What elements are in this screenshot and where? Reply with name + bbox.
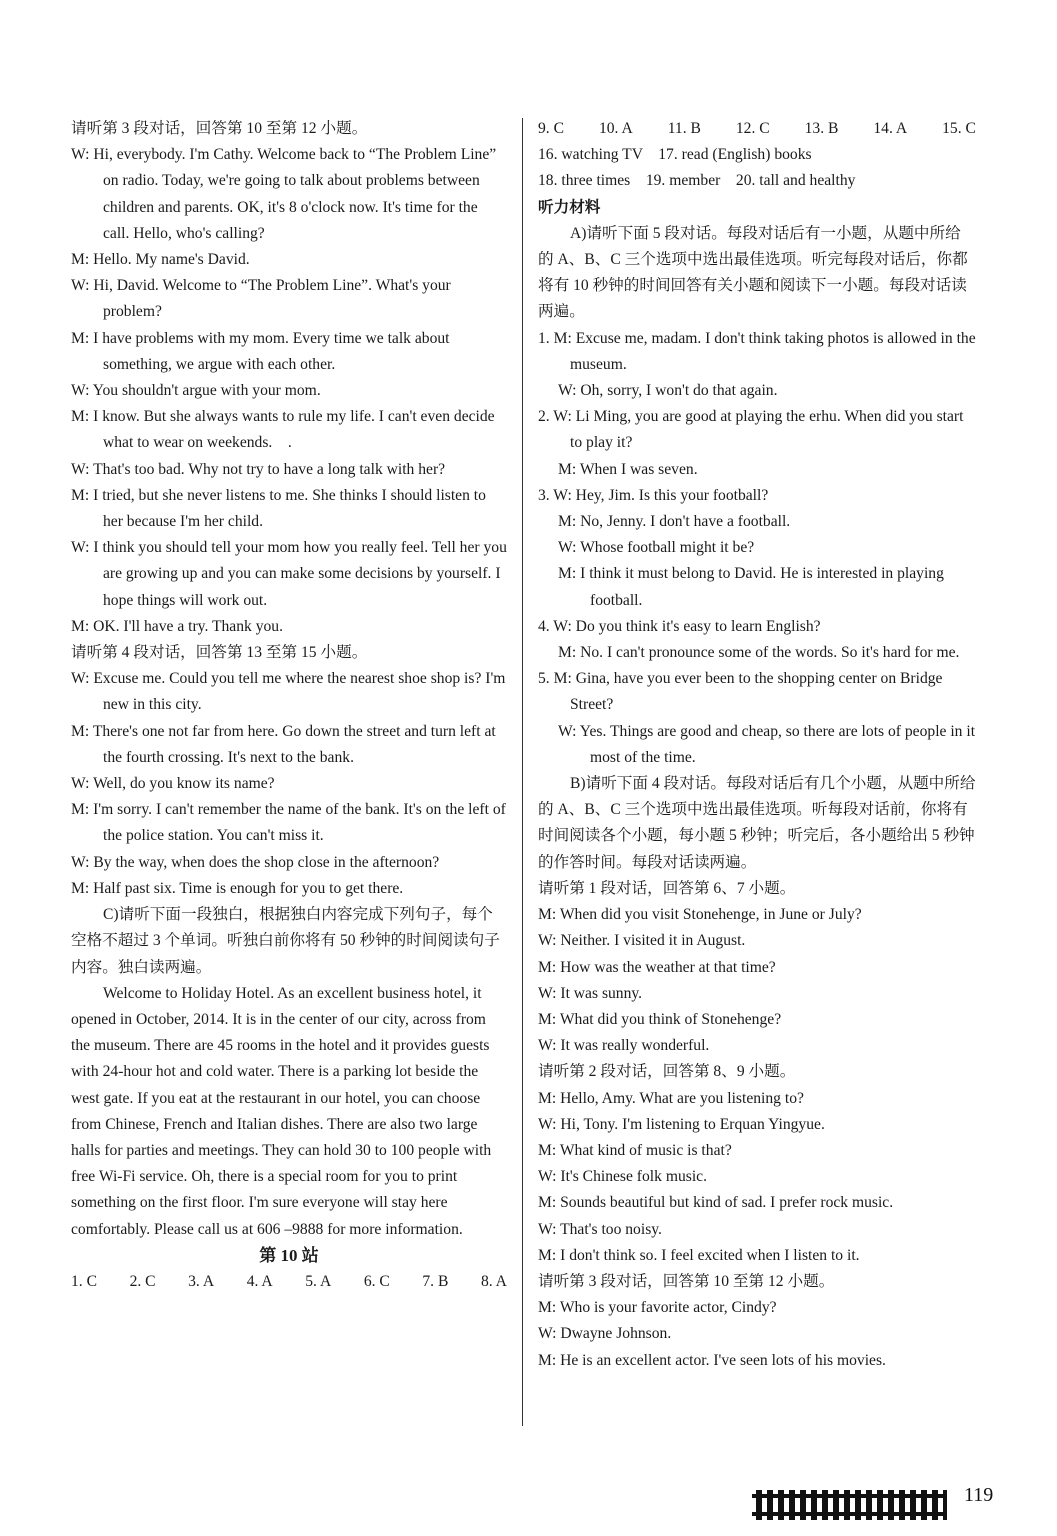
dialogue-line: W: Excuse me. Could you tell me where the nearest shoe shop is? I'm new in this city.: [71, 670, 506, 714]
section-heading: 请听第 1 段对话，回答第 6、7 小题。: [538, 879, 796, 897]
section-heading: 请听第 3 段对话，回答第 10 至第 12 小题。: [71, 120, 368, 137]
track-tie: [767, 1490, 773, 1520]
dialogue-line: W: Hi, Tony. I'm listening to Erquan Yingyue.: [538, 1115, 825, 1133]
track-tie: [943, 1490, 947, 1520]
track-tie: [822, 1490, 828, 1520]
numbered-dialogue: 4. W: Do you think it's easy to learn English?: [538, 617, 821, 635]
dialogue-line: W: Neither. I visited it in August.: [538, 932, 746, 950]
dialogue-line: W: Dwayne Johnson.: [538, 1325, 672, 1343]
dialogue-line: M: I know. But she always wants to rule my life. I can't even decide what to wear on weekends. .: [71, 408, 495, 452]
dialogue-line: M: Who is your favorite actor, Cindy?: [538, 1299, 777, 1317]
dialogue-line: M: When did you visit Stonehenge, in June or July?: [538, 906, 862, 924]
instruction-paragraph: A)请听下面 5 段对话。每段对话后有一小题，从题中所给的 A、B、C 三个选项中选出最佳选项。听完每段对话后，你都将有 10 秒钟的时间回答有关小题和阅读下一小题。每段对话读两遍。: [538, 224, 968, 321]
instruction-paragraph: B)请听下面 4 段对话。每段对话后有几个小题，从题中所给的 A、B、C 三个选项中选出最佳选项。听每段对话前，你将有时间阅读各个小题，每小题 5 秒钟；听完后，各小题给出 5 秒钟的作答时间。每段对话读两遍。: [538, 775, 976, 871]
dialogue-line: W: It was really wonderful.: [538, 1037, 710, 1055]
instruction-paragraph: C)请听下面一段独白，根据独白内容完成下列句子，每个空格不超过 3 个单词。听独白前你将有 50 秒钟的时间阅读句子内容。独白读两遍。: [71, 906, 500, 976]
station-title: 第 10 站: [259, 1245, 319, 1265]
answer-item: 13. B: [804, 120, 839, 137]
answer-item: 11. B: [667, 120, 701, 137]
dialogue-line: W: Well, do you know its name?: [71, 775, 275, 793]
answer-line: 18. three times 19. member 20. tall and healthy: [538, 172, 856, 190]
track-tie: [833, 1490, 839, 1520]
track-tie: [910, 1490, 916, 1520]
track-tie: [877, 1490, 883, 1520]
dialogue-line: M: I'm sorry. I can't remember the name of the bank. It's on the left of the police station. You can't miss it.: [71, 801, 506, 845]
dialogue-line: W: That's too noisy.: [538, 1220, 662, 1238]
numbered-dialogue: 1. M: Excuse me, madam. I don't think taking photos is allowed in the museum.: [538, 329, 976, 373]
dialogue-line: W: I think you should tell your mom how you really feel. Tell her you are growing up and you can make some decisions by yourself. I hope things will work out.: [71, 539, 507, 609]
numbered-dialogue: 3. W: Hey, Jim. Is this your football?: [538, 486, 769, 504]
left-column: [71, 116, 507, 1295]
answer-item: 2. C: [129, 1272, 156, 1290]
dialogue-line: M: Hello, Amy. What are you listening to?: [538, 1089, 804, 1107]
dialogue-reply: W: Whose football might it be?: [558, 539, 755, 557]
section-heading: 请听第 2 段对话，回答第 8、9 小题。: [538, 1063, 796, 1081]
column-divider: [522, 118, 523, 1426]
numbered-dialogue: 5. M: Gina, have you ever been to the shopping center on Bridge Street?: [538, 670, 943, 714]
answer-item: 3. A: [188, 1272, 215, 1290]
dialogue-line: W: Hi, David. Welcome to “The Problem Line”. What's your problem?: [71, 277, 451, 321]
answer-line: 16. watching TV 17. read (English) books: [538, 146, 812, 164]
answer-item: 1. C: [71, 1272, 97, 1290]
track-tie: [789, 1490, 795, 1520]
dialogue-line: M: OK. I'll have a try. Thank you.: [71, 617, 283, 635]
dialogue-reply: W: Oh, sorry, I won't do that again.: [558, 382, 778, 400]
numbered-dialogue: 2. W: Li Ming, you are good at playing the erhu. When did you start to play it?: [538, 408, 964, 452]
dialogue-reply: M: No. I can't pronounce some of the words. So it's hard for me.: [558, 644, 960, 662]
listening-material-heading: 听力材料: [538, 198, 601, 216]
dialogue-reply: M: When I was seven.: [558, 460, 698, 478]
dialogue-reply: M: I think it must belong to David. He is interested in playing football.: [558, 565, 944, 609]
track-tie: [855, 1490, 861, 1520]
track-tie: [932, 1490, 938, 1520]
dialogue-line: W: It was sunny.: [538, 984, 643, 1002]
answer-item: 6. C: [363, 1272, 390, 1290]
answer-item: 10. A: [598, 120, 633, 137]
track-tie: [811, 1490, 817, 1520]
answer-item: 4. A: [246, 1272, 273, 1290]
section-heading: 请听第 4 段对话，回答第 13 至第 15 小题。: [71, 644, 368, 662]
answer-key-row: [71, 1269, 507, 1295]
answer-item: 14. A: [873, 120, 908, 137]
track-tie: [888, 1490, 894, 1520]
track-tie: [866, 1490, 872, 1520]
track-tie: [899, 1490, 905, 1520]
instruction-paragraph: Welcome to Holiday Hotel. As an excellent business hotel, it opened in October, 2014. It is in the center of our city, across from the museum. There are 45 rooms in the hotel and it provides guests with 24-hour hot and cold water. There is a parking lot beside the west gate. If you eat at the restaurant in our hotel, you can choose from Chinese, French and Italian dishes. There are also two large halls for parties and meetings. They can hold 30 to 100 people with free Wi-Fi service. Oh, there is a special room for you to print something on the first floor. I'm sure everyone will stay here comfortably. Please call us at 606 –9888 for more information.: [71, 984, 492, 1238]
track-tie: [756, 1490, 762, 1520]
dialogue-line: M: What did you think of Stonehenge?: [538, 1010, 782, 1028]
answer-key-row: [538, 116, 976, 142]
section-heading: 请听第 3 段对话，回答第 10 至第 12 小题。: [538, 1272, 835, 1290]
dialogue-line: W: That's too bad. Why not try to have a long talk with her?: [71, 460, 446, 478]
dialogue-line: M: What kind of music is that?: [538, 1141, 732, 1159]
answer-item: 15. C: [942, 120, 976, 137]
answer-item: 12. C: [735, 120, 770, 137]
dialogue-line: M: I tried, but she never listens to me. She thinks I should listen to her because I'm her child.: [71, 486, 486, 531]
dialogue-reply: W: Yes. Things are good and cheap, so there are lots of people in it most of the time.: [558, 722, 976, 766]
dialogue-line: M: Half past six. Time is enough for you to get there.: [71, 879, 404, 897]
track-tie: [800, 1490, 806, 1520]
track-tie: [778, 1490, 784, 1520]
answer-item: 7. B: [422, 1272, 449, 1290]
answer-item: 5. A: [305, 1272, 332, 1290]
dialogue-line: M: I have problems with my mom. Every time we talk about something, we argue with each other.: [71, 329, 450, 373]
page-number: 119: [964, 1484, 994, 1506]
dialogue-line: W: It's Chinese folk music.: [538, 1168, 707, 1186]
answer-item: 9. C: [538, 120, 564, 137]
dialogue-line: M: How was the weather at that time?: [538, 958, 776, 976]
dialogue-line: M: There's one not far from here. Go down the street and turn left at the fourth crossing. It's next to the bank.: [71, 722, 496, 766]
track-tie: [844, 1490, 850, 1520]
dialogue-line: M: I don't think so. I feel excited when I listen to it.: [538, 1246, 860, 1264]
answer-item: 8. A: [480, 1272, 507, 1290]
dialogue-line: M: Hello. My name's David.: [71, 251, 250, 269]
right-column: [538, 116, 976, 1374]
track-tie: [921, 1490, 927, 1520]
dialogue-line: M: Sounds beautiful but kind of sad. I prefer rock music.: [538, 1194, 894, 1212]
dialogue-reply: M: No, Jenny. I don't have a football.: [558, 513, 791, 531]
dialogue-line: W: Hi, everybody. I'm Cathy. Welcome back to “The Problem Line” on radio. Today, we're going to talk about problems between children and parents. OK, it's 8 o'clock now. It's time for the call. Hello, who's calling?: [71, 146, 497, 242]
railway-track-icon: [752, 1490, 947, 1520]
dialogue-line: W: By the way, when does the shop close in the afternoon?: [71, 853, 440, 871]
dialogue-line: M: He is an excellent actor. I've seen lots of his movies.: [538, 1351, 886, 1369]
dialogue-line: W: You shouldn't argue with your mom.: [71, 382, 321, 400]
